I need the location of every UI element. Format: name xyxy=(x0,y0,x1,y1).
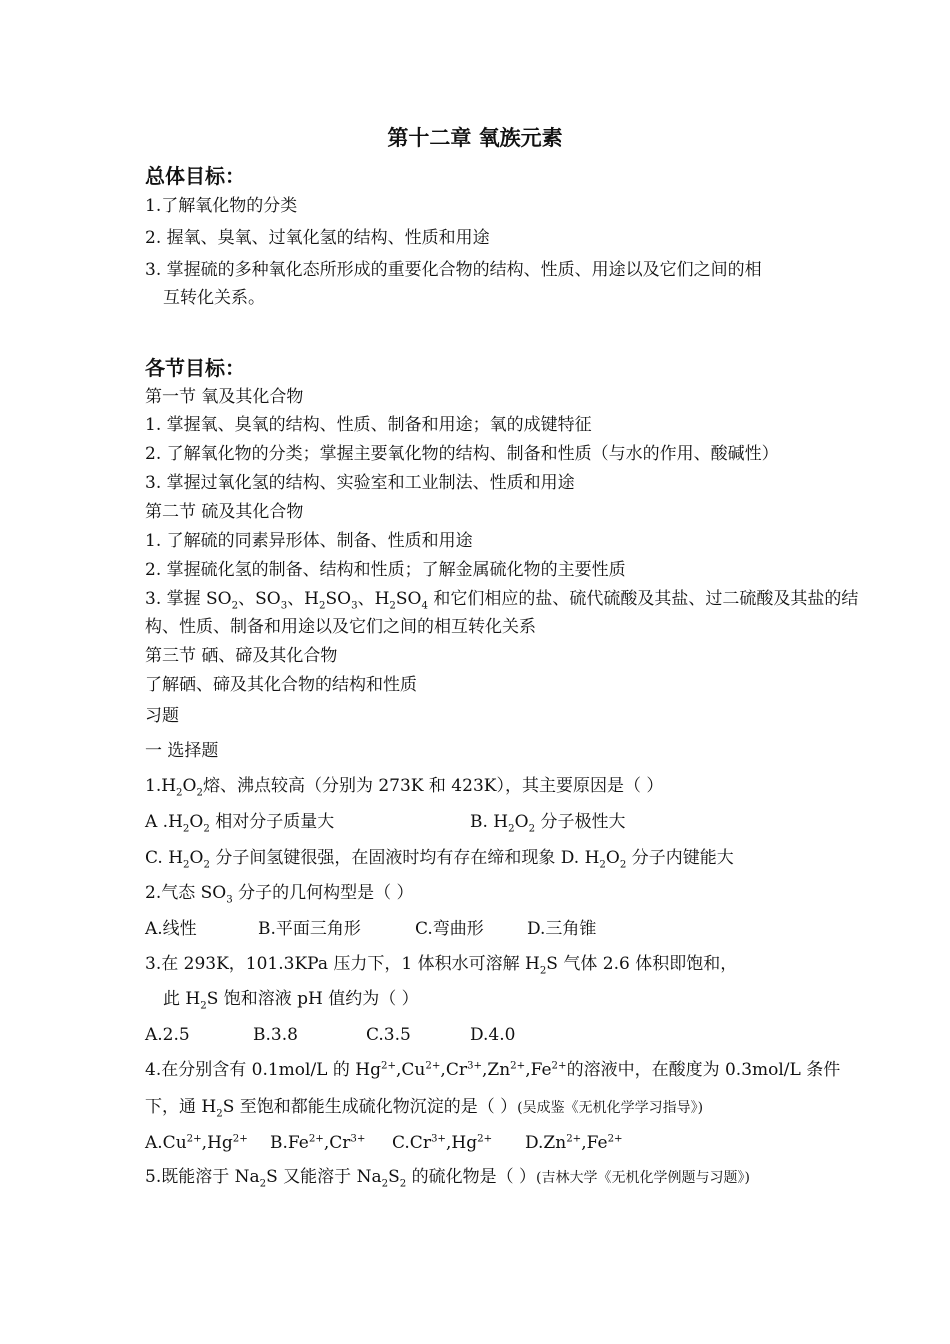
question-5: 5.既能溶于 $Na_2S$ 又能溶于 $Na_2S_2$ 的硫化物是（ ）(吉林大学《无机化学例题与习题》) xyxy=(145,1167,750,1190)
question-4-cont: 下，通 $H_2S$ 至饱和都能生成硫化物沉淀的是（ ）(吴成鉴《无机化学学习指导》) xyxy=(145,1097,704,1120)
exercises-heading: 习题 xyxy=(145,706,179,726)
question-4-option-c: $C.Cr^{3+},Hg^{2+}$ xyxy=(392,1133,493,1153)
question-3-option-b: B.3.8 xyxy=(253,1025,298,1045)
question-4-option-a: $A.Cu^{2+},Hg^{2+}$ xyxy=(145,1133,248,1153)
overall-goals-heading: 总体目标： xyxy=(145,164,245,188)
question-2: 2.气态 $SO_3$ 分子的几何构型是（ ） xyxy=(145,883,414,906)
section-2-item-1: 1. 了解硫的同素异形体、制备、性质和用途 xyxy=(145,531,473,551)
section-1-item-2: 2. 了解氧化物的分类；掌握主要氧化物的结构、制备和性质（与水的作用、酸碱性） xyxy=(145,444,779,464)
section-goals-heading: 各节目标： xyxy=(145,356,245,380)
question-1-option-a: A $.H_2O_2$ 相对分子质量大 xyxy=(145,812,335,835)
question-4: 4.在分别含有 0.1mol/L 的 $Hg^{2+},Cu^{2+},Cr^{3+},Zn^{2+},Fe^{2+}$的溶液中，在酸度为 0.3mol/L 条件 xyxy=(145,1060,841,1080)
overall-goal-3: 3. 掌握硫的多种氧化态所形成的重要化合物的结构、性质、用途以及它们之间的相 xyxy=(145,260,762,280)
question-4-source: (吴成鉴《无机化学学习指导》) xyxy=(517,1100,704,1116)
question-3-cont: 此 $H_2S$ 饱和溶液 pH 值约为（ ） xyxy=(163,989,419,1012)
overall-goal-2: 2. 握氧、臭氧、过氧化氢的结构、性质和用途 xyxy=(145,228,490,248)
question-5-source: (吉林大学《无机化学例题与习题》) xyxy=(536,1170,750,1186)
question-2-option-d: D.三角锥 xyxy=(527,919,597,939)
section-2-title: 第二节 硫及其化合物 xyxy=(145,502,304,522)
question-3: 3.在 293K，101.3KPa 压力下，1 体积水可溶解 $H_2S$ 气体 2.6 体积即饱和， xyxy=(145,954,738,977)
section-1-item-1: 1. 掌握氧、臭氧的结构、性质、制备和用途；氧的成键特征 xyxy=(145,415,592,435)
question-2-option-a: A.线性 xyxy=(145,919,197,939)
question-3-options xyxy=(145,1024,515,1046)
chapter-title: 第十二章 氧族元素 xyxy=(387,125,563,150)
overall-goal-1: 1.了解氧化物的分类 xyxy=(145,196,298,216)
question-4-option-b: $B.Fe^{2+},Cr^{3+}$ xyxy=(270,1133,366,1153)
section-3-title: 第三节 硒、碲及其化合物 xyxy=(145,646,338,666)
question-1-option-b: B. $H_2O_2$ 分子极性大 xyxy=(470,812,626,835)
question-1: $1.H_2O_2$熔、沸点较高（分别为 273K 和 423K），其主要原因是（ ） xyxy=(145,776,664,799)
question-2-options xyxy=(145,918,596,940)
section-1-title: 第一节 氧及其化合物 xyxy=(145,387,304,407)
question-3-option-c: C.3.5 xyxy=(366,1025,411,1045)
section-2-item-3: 3. 掌握 $SO_2$、$SO_3$、$H_2SO_3$、$H_2SO_4$ 和它们相应的盐、硫代硫酸及其盐、过二硫酸及其盐的结 xyxy=(145,589,859,612)
section-3-item-1: 了解硒、碲及其化合物的结构和性质 xyxy=(145,675,417,695)
section-1-item-3: 3. 掌握过氧化氢的结构、实验室和工业制法、性质和用途 xyxy=(145,473,575,493)
section-2-item-3-cont: 构、性质、制备和用途以及它们之间的相互转化关系 xyxy=(145,617,536,637)
question-1-options-c-d: C. $H_2O_2$ 分子间氢键很强，在固液时均有存在缔和现象 D. $H_2O_2$ 分子内键能大 xyxy=(145,848,734,871)
question-2-option-c: C.弯曲形 xyxy=(415,919,484,939)
question-2-option-b: B.平面三角形 xyxy=(258,919,361,939)
question-3-option-a: A.2.5 xyxy=(145,1025,190,1045)
question-3-option-d: D.4.0 xyxy=(470,1025,516,1045)
section-2-item-2: 2. 掌握硫化氢的制备、结构和性质；了解金属硫化物的主要性质 xyxy=(145,560,626,580)
overall-goal-3-cont: 互转化关系。 xyxy=(163,288,265,308)
question-4-option-d: $D.Zn^{2+},Fe^{2+}$ xyxy=(525,1133,623,1153)
question-4-options xyxy=(145,1132,623,1154)
exercises-part-1: 一 选择题 xyxy=(145,741,219,761)
